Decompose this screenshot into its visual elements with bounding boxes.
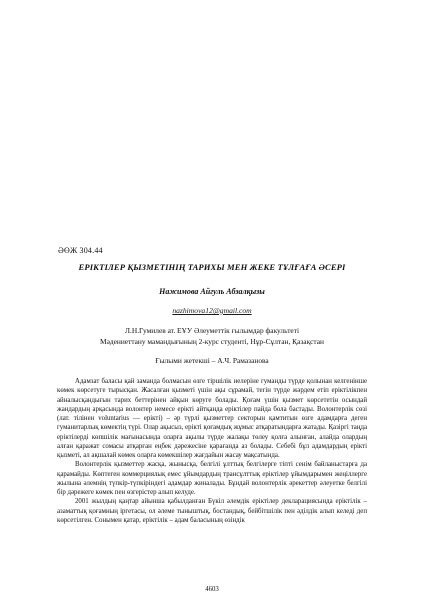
body-paragraph: Адамзат баласы қай заманда болмасын өзге тіршілік иелеріне гуманды түрде қолынан келгенінше көмек көрсетуге тырысқан. Жасалған қызметі үшін ақы сұрамай, тегін түрде жәрдем етіп еріктілікпен айналысқандығын тарих беттерінен айқын көруге болады. Қоғам үшін қызмет көрсететін осындай жандардың арқасында волонтер немесе ерікті айтқанда еріктілер пайда бола бастады. Волонтерлік сөзі (лат. тілінен voluntarius — ерікті) – әр түрлі қызметтер секторын қамтитын өзге адамдарға деген гуманитарлық көмектің түрі. Олар ақысыз, ерікті қоғамдық жұмыс атқаратындарға жатады. Қазіргі таңда еріктілерді көпшілік мағынасында оларға ақылы түрде жалақы төлеу қолға алынған, алайда олардың алған қаражат сомасы атқарған еңбек дәрежесіне қарағанда аз болады. Себебі бұл адамдардың ерікті қызметі, ал ақшалай көмек оларға көмекшілер жағдайын жасау мақсатында. [57, 378, 367, 459]
udc-code: ӘӨЖ 304.44 [58, 246, 103, 255]
article-title: ЕРІКТІЛЕР ҚЫЗМЕТІНІҢ ТАРИХЫ МЕН ЖЕКЕ ТҰЛҒАҒА ӘСЕРІ [78, 262, 346, 272]
body-paragraph: Волонтерлік қызметтер жасқа, жынысқа, белгілі ұлттық белгілерге тіпті сенім байланыстарға да қарамайды. Көптеген коммерциялық емес ұйымдардың трансұлттық еріктілер ұйымдарымен жеңіллерге жылына әлемнің түпкір-түпкіріндегі адамдар жиналады. Бұндай волонтерлік әрекеттер әлеуетке белгілі бір дәрежеге көмек пен өзгерістер алып келуде. [57, 461, 367, 496]
author-email [58, 306, 366, 315]
email-link[interactable]: nazhimova12@gmail.com [172, 306, 252, 315]
body-paragraph: 2001 жылдың қаңтар айынша қабылданған Бүкіл әлемдік еріктілер декларациясында еріктілік – азаматтық қоғамның іргетасы, ол әлеме тыныштық, бостандық, бейбітшілік пен әділдік алып келеді деп көрсетілген. Сонымен қатар, еріктілік – адам баласының өзіндік [57, 498, 367, 524]
affiliation-student: Мәдениеттану мамандығының 2-курс студенті, Нұр-Сұлтан, Қазақстан [100, 337, 324, 346]
article-body [57, 377, 367, 525]
supervisor-line: Ғылыми жетекші – А.Ч. Рамазанова [155, 356, 269, 365]
author-name: Нажимова Айгуль Абзалқызы [159, 287, 265, 296]
affiliation-faculty: Л.Н.Гумилев ат. ЕҰУ Әлеуметтік ғылымдар факультеті [125, 326, 299, 335]
page-number: 4603 [205, 586, 219, 593]
